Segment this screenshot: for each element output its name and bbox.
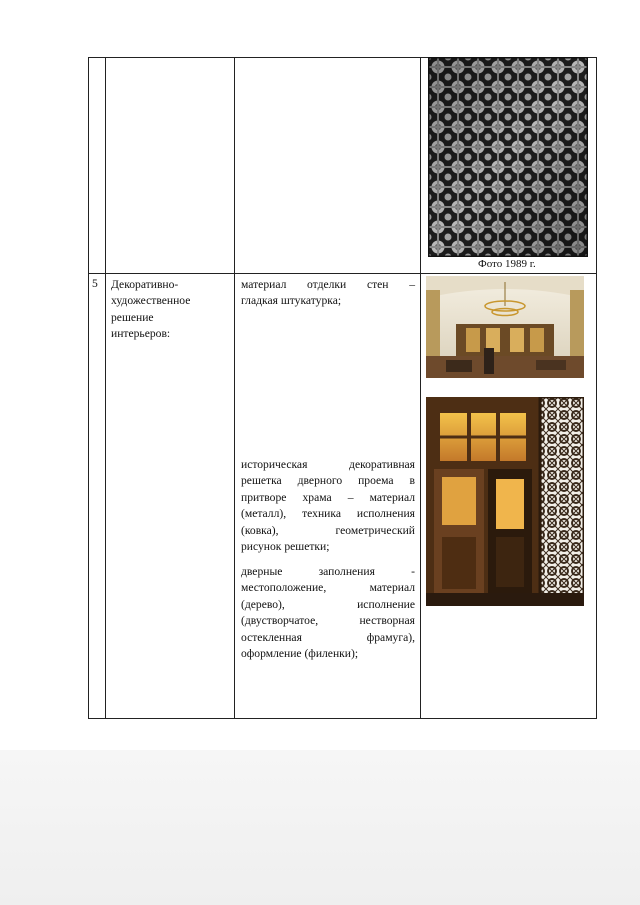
- grille-line: (металл), техника исполнения: [241, 507, 415, 521]
- walls-line: материал отделки стен –: [241, 278, 415, 291]
- interior-photo: [426, 276, 584, 378]
- doors-line: остекленная фрамуга),: [241, 630, 415, 644]
- section-title: [111, 277, 229, 343]
- doors-line: дверные заполнения -: [241, 565, 415, 578]
- walls-description: [241, 277, 415, 310]
- row-number: 5: [92, 277, 98, 290]
- page-bottom-shadow: [0, 750, 640, 905]
- grille-line: рисунок решетки;: [241, 540, 330, 554]
- table-border-right: [596, 57, 597, 719]
- doors-line: (двустворчатое, нестворная: [241, 614, 415, 628]
- table-border-bottom: [88, 718, 597, 719]
- document-page: [18, 0, 620, 750]
- grille-photo-1989: [428, 57, 588, 257]
- title-line: решение: [111, 310, 154, 324]
- grille-line: историческая декоративная: [241, 458, 415, 471]
- grille-description: [241, 457, 415, 555]
- walls-line: гладкая штукатурка;: [241, 294, 342, 308]
- grille-line: решетка дверного проема в: [241, 474, 415, 488]
- doors-line: оформление (филенки);: [241, 647, 359, 661]
- table-border-left: [88, 57, 89, 719]
- grille-line: притворе храма – материал: [241, 490, 415, 504]
- row-divider: [88, 273, 597, 274]
- title-line: художественное: [111, 294, 191, 308]
- title-line: интерьеров:: [111, 327, 171, 341]
- col-divider-description: [420, 57, 421, 719]
- grille-line: (ковка), геометрический: [241, 523, 415, 537]
- col-divider-name: [234, 57, 235, 719]
- doors-description: [241, 564, 415, 662]
- title-line: Декоративно-: [111, 278, 179, 291]
- doors-line: (дерево), исполнение: [241, 597, 415, 611]
- doors-line: местоположение, материал: [241, 581, 415, 595]
- col-divider-number: [105, 57, 106, 719]
- photo-caption: Фото 1989 г.: [478, 258, 536, 270]
- door-grille-photo: [426, 397, 584, 606]
